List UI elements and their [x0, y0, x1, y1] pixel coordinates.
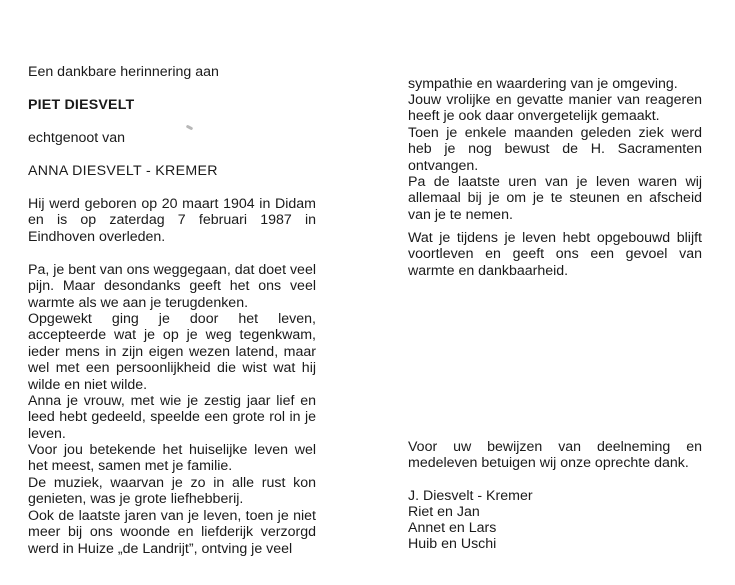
paragraph-last-hours: Pa de laatste uren van je leven waren wij allemaal bij je om je te steunen en afscheid van je te nemen.: [408, 174, 702, 223]
intro-text: Een dankbare herinnering aan: [28, 64, 219, 80]
paragraph-sacraments: Toen je enkele maanden geleden ziek werd heb je nog bewust de H. Sacramenten ontvangen.: [408, 125, 702, 174]
signature-line: Riet en Jan: [408, 504, 480, 520]
signature-line: Huib en Uschi: [408, 536, 497, 552]
deceased-name: PIET DIESVELT: [28, 97, 135, 113]
paragraph-cheerful: Jouw vrolijke en gevatte manier van reageren heeft je ook daar onvergetelijk gemaakt.: [408, 92, 702, 125]
paragraph-music: De muziek, waarvan je zo in alle rust kon genieten, was je grote liefhebberij.: [28, 475, 316, 508]
thanks-paragraph: Voor uw bewijzen van deelneming en medeleven betuigen wij onze oprechte dank.: [408, 439, 702, 472]
birth-death-paragraph: Hij werd geboren op 20 maart 1904 in Didam en is op zaterdag 7 februari 1987 in Eindhoven overleden.: [28, 196, 316, 245]
paragraph-family: Voor jou betekende het huiselijke leven wel het meest, samen met je familie.: [28, 442, 316, 475]
spouse-name: ANNA DIESVELT - KREMER: [28, 163, 218, 179]
signature-line: Annet en Lars: [408, 520, 497, 536]
paragraph-legacy: Wat je tijdens je leven hebt opgebouwd blijft voortleven en geeft ons een gevoel van warmte en dankbaarheid.: [408, 230, 702, 279]
paragraph-last-years: Ook de laatste jaren van je leven, toen je niet meer bij ons woonde en liefderijk verzorgd werd in Huize „de Landrijt”, ontving je veel: [28, 508, 316, 557]
paragraph-character: Opgewekt ging je door het leven, accepteerde wat je op je weg tegenkwam, ieder mens in zijn eigen wezen latend, maar wel met een persoonlijkheid die wist wat hij wilde en niet wilde.: [28, 311, 316, 393]
paragraph-wife: Anna je vrouw, met wie je zestig jaar lief en leed hebt gedeeld, speelde een grote rol in je leven.: [28, 393, 316, 442]
paragraph-farewell: Pa, je bent van ons weggegaan, dat doet veel pijn. Maar desondanks geeft het ons veel warmte als we aan je terugdenken.: [28, 262, 316, 311]
signature-line: J. Diesvelt - Kremer: [408, 488, 533, 504]
paragraph-sympathy: sympathie en waardering van je omgeving.: [408, 76, 678, 92]
relation-text: echtgenoot van: [28, 130, 126, 146]
